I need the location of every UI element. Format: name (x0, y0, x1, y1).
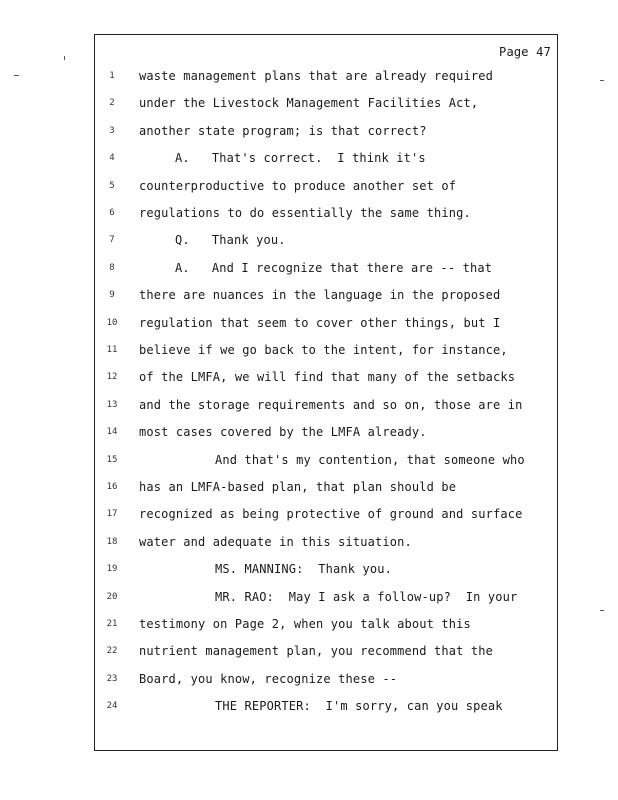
line-number: 2 (109, 98, 115, 109)
line-text: waste management plans that are already required (139, 69, 493, 83)
line-text: water and adequate in this situation. (139, 534, 412, 549)
transcript-line (95, 124, 559, 144)
line-number: 24 (106, 701, 118, 712)
line-number: 16 (106, 482, 118, 492)
line-number: 1 (109, 71, 115, 81)
line-text: regulations to do essentially the same thing. (139, 206, 471, 220)
line-text: regulation that seem to cover other things, but I (139, 315, 501, 330)
transcript-line (95, 179, 559, 199)
transcript-line (95, 617, 559, 637)
transcript-line (95, 590, 559, 610)
line-number: 6 (109, 208, 115, 218)
line-number: 8 (109, 262, 115, 273)
transcript-line (95, 644, 559, 664)
transcript-line (95, 398, 559, 418)
transcript-line (95, 480, 559, 500)
transcript-line (95, 96, 559, 116)
line-text: most cases covered by the LMFA already. (139, 425, 427, 440)
transcript-line (95, 233, 559, 253)
line-text: and the storage requirements and so on, those are in (139, 397, 523, 412)
transcript-line (95, 507, 559, 527)
line-text: of the LMFA, we will find that many of the setbacks (139, 370, 516, 385)
transcript-line (95, 261, 559, 281)
line-text: there are nuances in the language in the proposed (139, 288, 501, 303)
line-number: 10 (106, 317, 118, 328)
scan-mark (14, 75, 19, 76)
line-text: nutrient management plan, you recommend that the (139, 644, 493, 659)
line-text: recognized as being protective of ground and surface (139, 507, 523, 522)
transcript-line (95, 206, 559, 226)
transcript-line (95, 562, 559, 582)
line-number: 14 (106, 427, 118, 438)
line-number: 18 (106, 536, 118, 547)
line-number: 4 (109, 153, 115, 164)
transcript-line (95, 672, 559, 692)
line-text: believe if we go back to the intent, for instance, (139, 343, 508, 357)
line-number: 17 (106, 509, 118, 520)
line-text: THE REPORTER: I'm sorry, can you speak (215, 699, 503, 714)
transcript-line (95, 453, 559, 473)
line-text: another state program; is that correct? (139, 123, 427, 138)
line-number: 20 (106, 591, 118, 602)
transcript-line (95, 343, 559, 363)
line-text: testimony on Page 2, when you talk about this (139, 617, 471, 631)
scan-mark (600, 610, 604, 611)
line-text: A. That's correct. I think it's (175, 151, 426, 166)
transcript-page (94, 34, 558, 751)
line-number: 13 (106, 399, 118, 410)
transcript-line (95, 535, 559, 555)
line-number: 5 (109, 180, 115, 191)
scan-mark (600, 80, 604, 81)
scan-mark (64, 56, 65, 60)
transcript-line (95, 699, 559, 719)
line-number: 12 (106, 372, 118, 383)
page-number: Page 47 (499, 45, 551, 59)
line-text: Board, you know, recognize these -- (139, 671, 398, 686)
line-number: 7 (109, 235, 115, 246)
line-text: has an LMFA-based plan, that plan should be (139, 480, 457, 494)
line-number: 9 (109, 290, 115, 301)
line-number: 21 (106, 619, 118, 629)
line-text: MS. MANNING: Thank you. (215, 562, 392, 577)
line-number: 23 (106, 673, 118, 684)
transcript-line (95, 425, 559, 445)
line-number: 11 (106, 345, 118, 355)
transcript-line (95, 370, 559, 390)
line-text: under the Livestock Management Facilities Act, (139, 96, 479, 111)
line-text: Q. Thank you. (175, 233, 286, 248)
line-number: 22 (106, 646, 118, 657)
line-number: 15 (106, 454, 118, 465)
line-text: counterproductive to produce another set of (139, 178, 457, 193)
line-number: 19 (106, 564, 118, 575)
transcript-line (95, 69, 559, 89)
line-number: 3 (109, 125, 115, 136)
line-text: MR. RAO: May I ask a follow-up? In your (215, 589, 518, 604)
line-text: And that's my contention, that someone who (215, 452, 525, 467)
transcript-line (95, 151, 559, 171)
transcript-line (95, 288, 559, 308)
line-text: A. And I recognize that there are -- that (175, 260, 493, 275)
transcript-line (95, 316, 559, 336)
